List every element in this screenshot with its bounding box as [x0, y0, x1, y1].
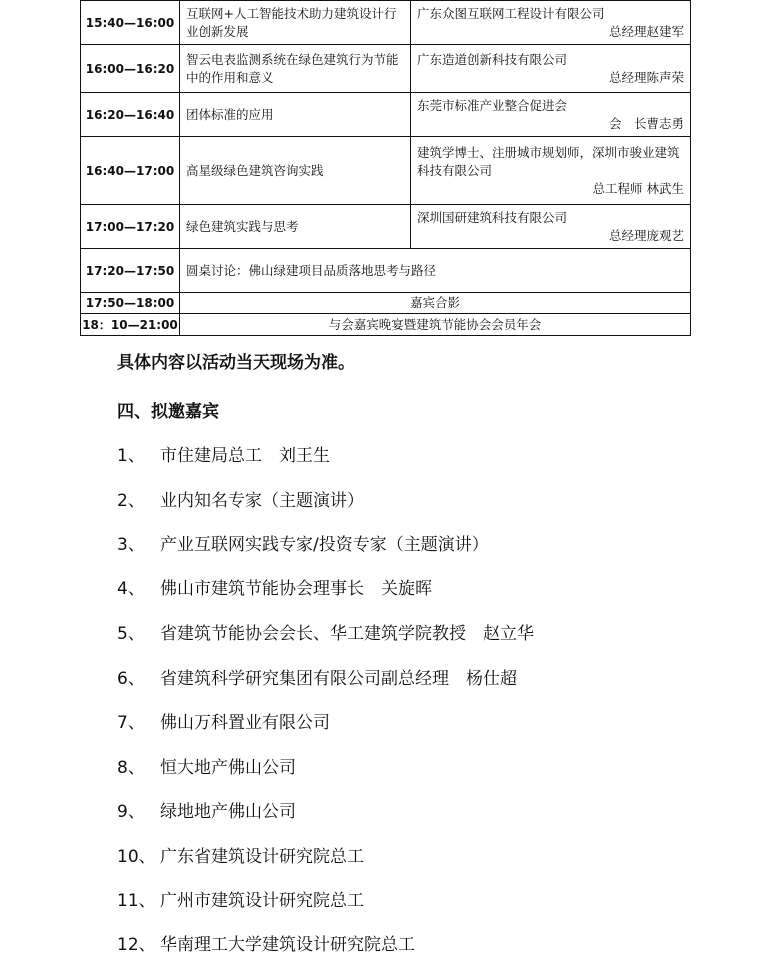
schedule-table [80, 0, 691, 336]
schedule-row [81, 205, 691, 249]
roundtable-cell: 圆桌讨论：佛山绿建项目品质落地思考与路径 [180, 249, 691, 293]
guest-text: 佛山市建筑节能协会理事长 关旋晖 [160, 579, 432, 599]
guest-item [117, 708, 330, 733]
note-text: 具体内容以活动当天现场为准。 [117, 353, 355, 373]
guest-item [117, 619, 534, 644]
guest-text: 市住建局总工 刘王生 [160, 446, 330, 466]
guest-item [117, 930, 415, 955]
topic-cell: 团体标准的应用 [180, 93, 411, 137]
guest-number: 8、 [117, 758, 145, 778]
schedule-row [81, 314, 691, 336]
guest-number: 5、 [117, 624, 145, 644]
topic-cell: 高星级绿色建筑咨询实践 [180, 137, 411, 205]
time-cell: 17:50—18:00 [81, 293, 180, 314]
guest-number: 1、 [117, 446, 145, 466]
speaker-cell [411, 1, 691, 45]
guest-text: 产业互联网实践专家/投资专家（主题演讲） [160, 535, 489, 555]
topic-cell: 智云电表监测系统在绿色建筑行为节能中的作用和意义 [180, 45, 411, 93]
guest-number: 2、 [117, 491, 145, 511]
schedule-row [81, 1, 691, 45]
guest-item [117, 842, 364, 867]
speaker-name: 总工程师 林武生 [592, 180, 684, 196]
guest-number: 6、 [117, 669, 145, 689]
time-cell: 16:00—16:20 [81, 45, 180, 93]
speaker-org: 广东造道创新科技有限公司 [417, 51, 568, 67]
speaker-name: 总经理陈声荣 [608, 69, 684, 85]
guest-text: 华南理工大学建筑设计研究院总工 [160, 935, 415, 955]
schedule-row [81, 249, 691, 293]
speaker-name: 总经理庞观艺 [608, 227, 684, 243]
guest-item [117, 797, 296, 822]
guest-item [117, 753, 296, 778]
schedule-row [81, 45, 691, 93]
time-cell: 16:40—17:00 [81, 137, 180, 205]
guest-item [117, 486, 364, 511]
time-cell: 16:20—16:40 [81, 93, 180, 137]
time-cell: 15:40—16:00 [81, 1, 180, 45]
guest-text: 佛山万科置业有限公司 [160, 713, 330, 733]
guest-number: 9、 [117, 802, 145, 822]
schedule-row [81, 293, 691, 314]
schedule-row [81, 93, 691, 137]
topic-cell: 绿色建筑实践与思考 [180, 205, 411, 249]
guest-text: 广东省建筑设计研究院总工 [160, 847, 364, 867]
speaker-name: 总经理赵建军 [608, 23, 684, 39]
guest-text: 业内知名专家（主题演讲） [160, 491, 364, 511]
guest-item [117, 574, 432, 599]
guest-number: 10、 [117, 847, 156, 867]
section-title: 四、拟邀嘉宾 [117, 402, 219, 422]
speaker-org: 建筑学博士、注册城市规划师，深圳市骏业建筑科技有限公司 [417, 144, 680, 178]
speaker-org: 广东众图互联网工程设计有限公司 [417, 5, 605, 21]
speaker-cell [411, 93, 691, 137]
guest-text: 绿地地产佛山公司 [160, 802, 296, 822]
guest-number: 3、 [117, 535, 145, 555]
topic-cell: 互联网+人工智能技术助力建筑设计行业创新发展 [180, 1, 411, 45]
guest-number: 7、 [117, 713, 145, 733]
time-cell: 18：10—21:00 [81, 314, 180, 336]
guest-number: 11、 [117, 891, 156, 911]
guest-number: 4、 [117, 579, 145, 599]
guest-text: 恒大地产佛山公司 [160, 758, 296, 778]
guest-text: 省建筑节能协会会长、华工建筑学院教授 赵立华 [160, 624, 534, 644]
dinner-cell: 与会嘉宾晚宴暨建筑节能协会会员年会 [180, 314, 691, 336]
guest-item [117, 530, 489, 555]
speaker-cell [411, 205, 691, 249]
time-cell: 17:00—17:20 [81, 205, 180, 249]
speaker-name: 会 长曹志勇 [608, 115, 684, 131]
speaker-cell [411, 137, 691, 205]
guest-text: 广州市建筑设计研究院总工 [160, 891, 364, 911]
guest-text: 省建筑科学研究集团有限公司副总经理 杨仕超 [160, 669, 517, 689]
guest-number: 12、 [117, 935, 156, 955]
speaker-org: 东莞市标准产业整合促进会 [417, 97, 568, 113]
speaker-cell [411, 45, 691, 93]
guest-item [117, 664, 517, 689]
guest-item [117, 886, 364, 911]
photo-cell: 嘉宾合影 [180, 293, 691, 314]
schedule-row [81, 137, 691, 205]
guest-item [117, 441, 330, 466]
time-cell: 17:20—17:50 [81, 249, 180, 293]
speaker-org: 深圳国研建筑科技有限公司 [417, 209, 568, 225]
